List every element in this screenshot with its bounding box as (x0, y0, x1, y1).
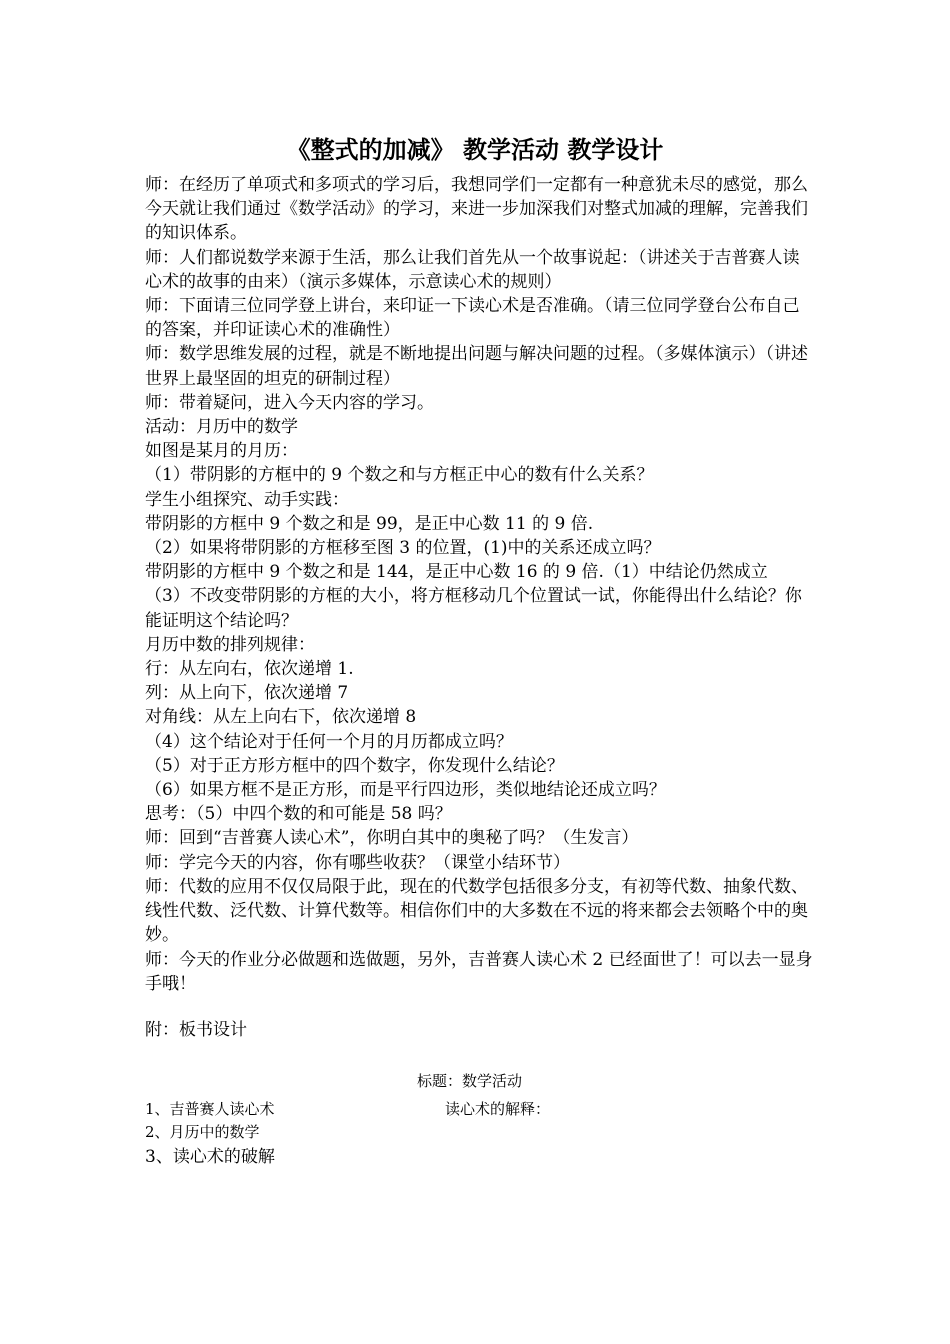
board-item: 3、读心术的破解 (145, 1147, 275, 1167)
paragraph: （4）这个结论对于任何一个月的月历都成立吗？ (145, 731, 513, 752)
paragraph: 师：代数的应用不仅仅局限于此，现在的代数学包括很多分支，有初等代数、抽象代数、线性代数、泛代数、计算代数等。相信你们中的大多数在不远的将来都会去领略个中的奥妙。 (145, 876, 808, 946)
paragraph: 师：下面请三位同学登上讲台，来印证一下读心术是否准确。（请三位同学登台公布自己的答案，并印证读心术的准确性） (145, 296, 800, 341)
paragraph: 活动：月历中的数学 (145, 417, 298, 438)
paragraph: 对角线：从左上向右下，依次递增 8 (145, 707, 417, 728)
paragraph: （2）如果将带阴影的方框移至图 3 的位置，(1)中的关系还成立吗？ (145, 538, 661, 559)
paragraph: 带阴影的方框中 9 个数之和是 144，是正中心数 16 的 9 倍.（1）中结论仍然成立 (145, 562, 768, 583)
paragraph: 师：在经历了单项式和多项式的学习后，我想同学们一定都有一种意犹未尽的感觉，那么今天就让我们通过《数学活动》的学习，来进一步加深我们对整式加减的理解，完善我们的知识体系。 (145, 175, 808, 244)
document-title: 《整式的加减》 教学活动 教学设计 (286, 135, 664, 164)
paragraph: 师：人们都说数学来源于生活，那么让我们首先从一个故事说起：（讲述关于吉普赛人读心术的故事的由来）（演示多媒体，示意读心术的规则） (145, 247, 800, 292)
board-title: 标题：数学活动 (417, 1072, 523, 1090)
paragraph: 行：从左向右，依次递增 1. (145, 659, 354, 680)
paragraph: （5）对于正方形方框中的四个数字，你发现什么结论？ (145, 755, 564, 776)
paragraph: 师：今天的作业分必做题和选做题，另外，吉普赛人读心术 2 已经面世了！可以去一显身手哦！ (145, 949, 813, 994)
paragraph: 师：回到“吉普赛人读心术”，你明白其中的奥秘了吗？（生发言） (145, 828, 639, 849)
paragraph: 师：学完今天的内容，你有哪些收获？（课堂小结环节） (145, 852, 570, 873)
paragraph: （6）如果方框不是正方形，而是平行四边形，类似地结论还成立吗？ (145, 780, 666, 801)
paragraph: 师：数学思维发展的过程，就是不断地提出问题与解决问题的过程。（多媒体演示）（讲述世界上最坚固的坦克的研制过程） (145, 344, 808, 389)
paragraph: （1）带阴影的方框中的 9 个数之和与方框正中心的数有什么关系？ (145, 465, 654, 486)
paragraph: 带阴影的方框中 9 个数之和是 99，是正中心数 11 的 9 倍. (145, 513, 594, 534)
board-item: 2、月历中的数学 (145, 1123, 260, 1141)
paragraph: 师：带着疑问，进入今天内容的学习。 (145, 392, 434, 413)
document-body (145, 173, 815, 1042)
spacer (145, 996, 815, 1018)
paragraph: 学生小组探究、动手实践： (145, 489, 349, 510)
paragraph: 列：从上向下，依次递增 7 (145, 683, 349, 704)
paragraph: 月历中数的排列规律： (145, 634, 315, 655)
paragraph: （3）不改变带阴影的方框的大小，将方框移动几个位置试一试，你能得出什么结论？你能证明这个结论吗？ (145, 586, 802, 631)
board-explain: 读心术的解释： (445, 1100, 551, 1118)
paragraph: 思考：（5）中四个数的和可能是 58 吗？ (145, 804, 452, 825)
appendix-heading: 附：板书设计 (145, 1019, 247, 1040)
board-item: 1、吉普赛人读心术 (145, 1100, 275, 1118)
paragraph: 如图是某月的月历： (145, 441, 298, 462)
